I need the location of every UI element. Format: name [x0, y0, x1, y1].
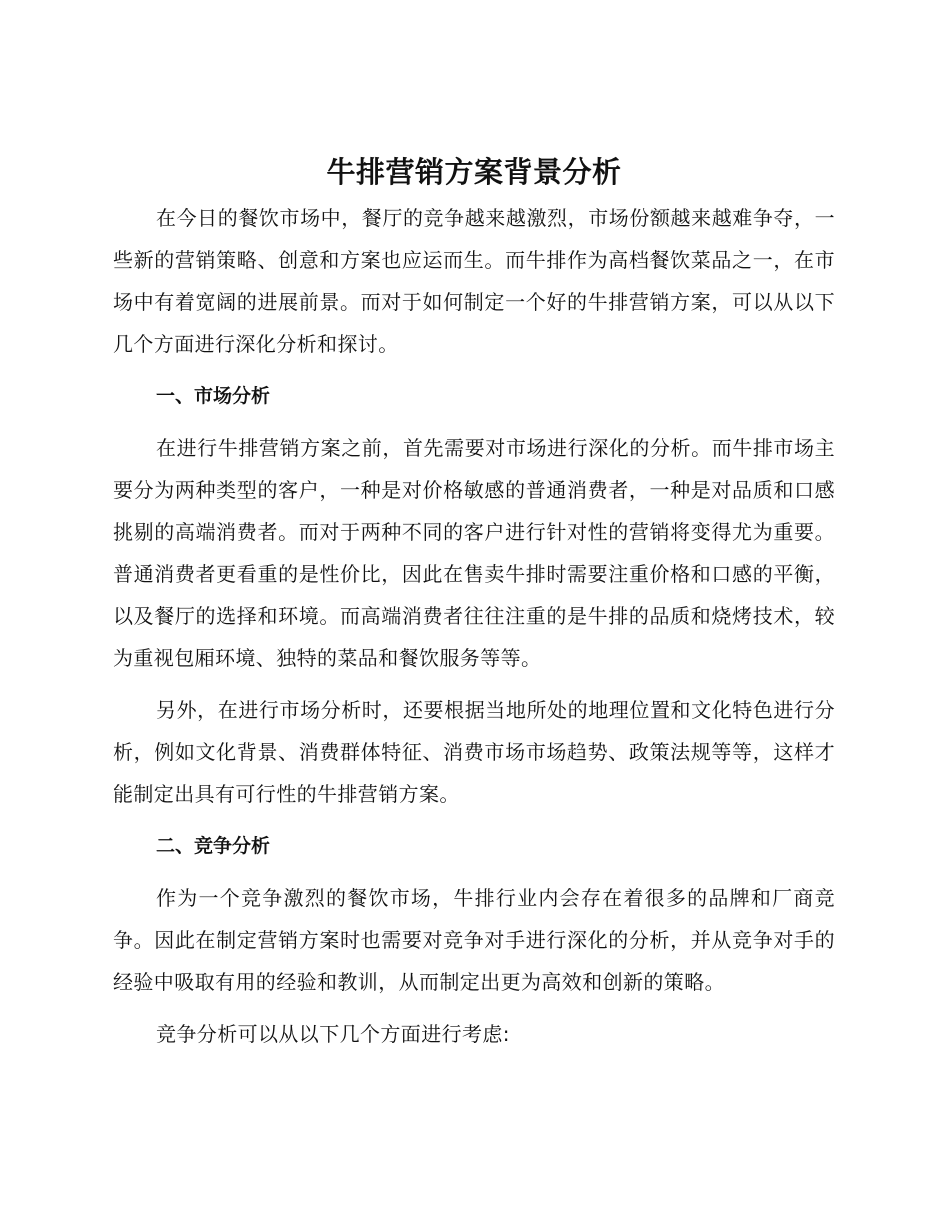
intro-paragraph: 在今日的餐饮市场中，餐厅的竞争越来越激烈，市场份额越来越难争夺，一些新的营销策略、创意和方案也应运而生。而牛排作为高档餐饮菜品之一，在市场中有着宽阔的进展前景。而对于如何制定一个好的牛排营销方案，可以从以下几个方面进行深化分析和探讨。 [113, 206, 835, 356]
market-analysis-paragraph-1: 在进行牛排营销方案之前，首先需要对市场进行深化的分析。而牛排市场主要分为两种类型的客户，一种是对价格敏感的普通消费者，一种是对品质和口感挑剔的高端消费者。而对于两种不同的客户进行针对性的营销将变得尤为重要。普通消费者更看重的是性价比，因此在售卖牛排时需要注重价格和口感的平衡，以及餐厅的选择和环境。而高端消费者往往注重的是牛排的品质和烧烤技术，较为重视包厢环境、独特的菜品和餐饮服务等等。 [113, 436, 835, 670]
section-heading-competition-analysis: 二、竞争分析 [156, 835, 271, 857]
market-analysis-paragraph-2: 另外，在进行市场分析时，还要根据当地所处的地理位置和文化特色进行分析，例如文化背景、消费群体特征、消费市场市场趋势、政策法规等等，这样才能制定出具有可行性的牛排营销方案。 [113, 698, 835, 806]
document-title: 牛排营销方案背景分析 [326, 155, 622, 189]
document-body [113, 147, 835, 1055]
competition-analysis-paragraph-2: 竞争分析可以从以下几个方面进行考虑: [156, 1022, 510, 1046]
competition-analysis-paragraph-1: 作为一个竞争激烈的餐饮市场，牛排行业内会存在着很多的品牌和厂商竞争。因此在制定营销方案时也需要对竞争对手进行深化的分析，并从竞争对手的经验中吸取有用的经验和教训，从而制定出更为高效和创新的策略。 [113, 886, 835, 994]
section-heading-market-analysis: 一、市场分析 [156, 385, 271, 407]
